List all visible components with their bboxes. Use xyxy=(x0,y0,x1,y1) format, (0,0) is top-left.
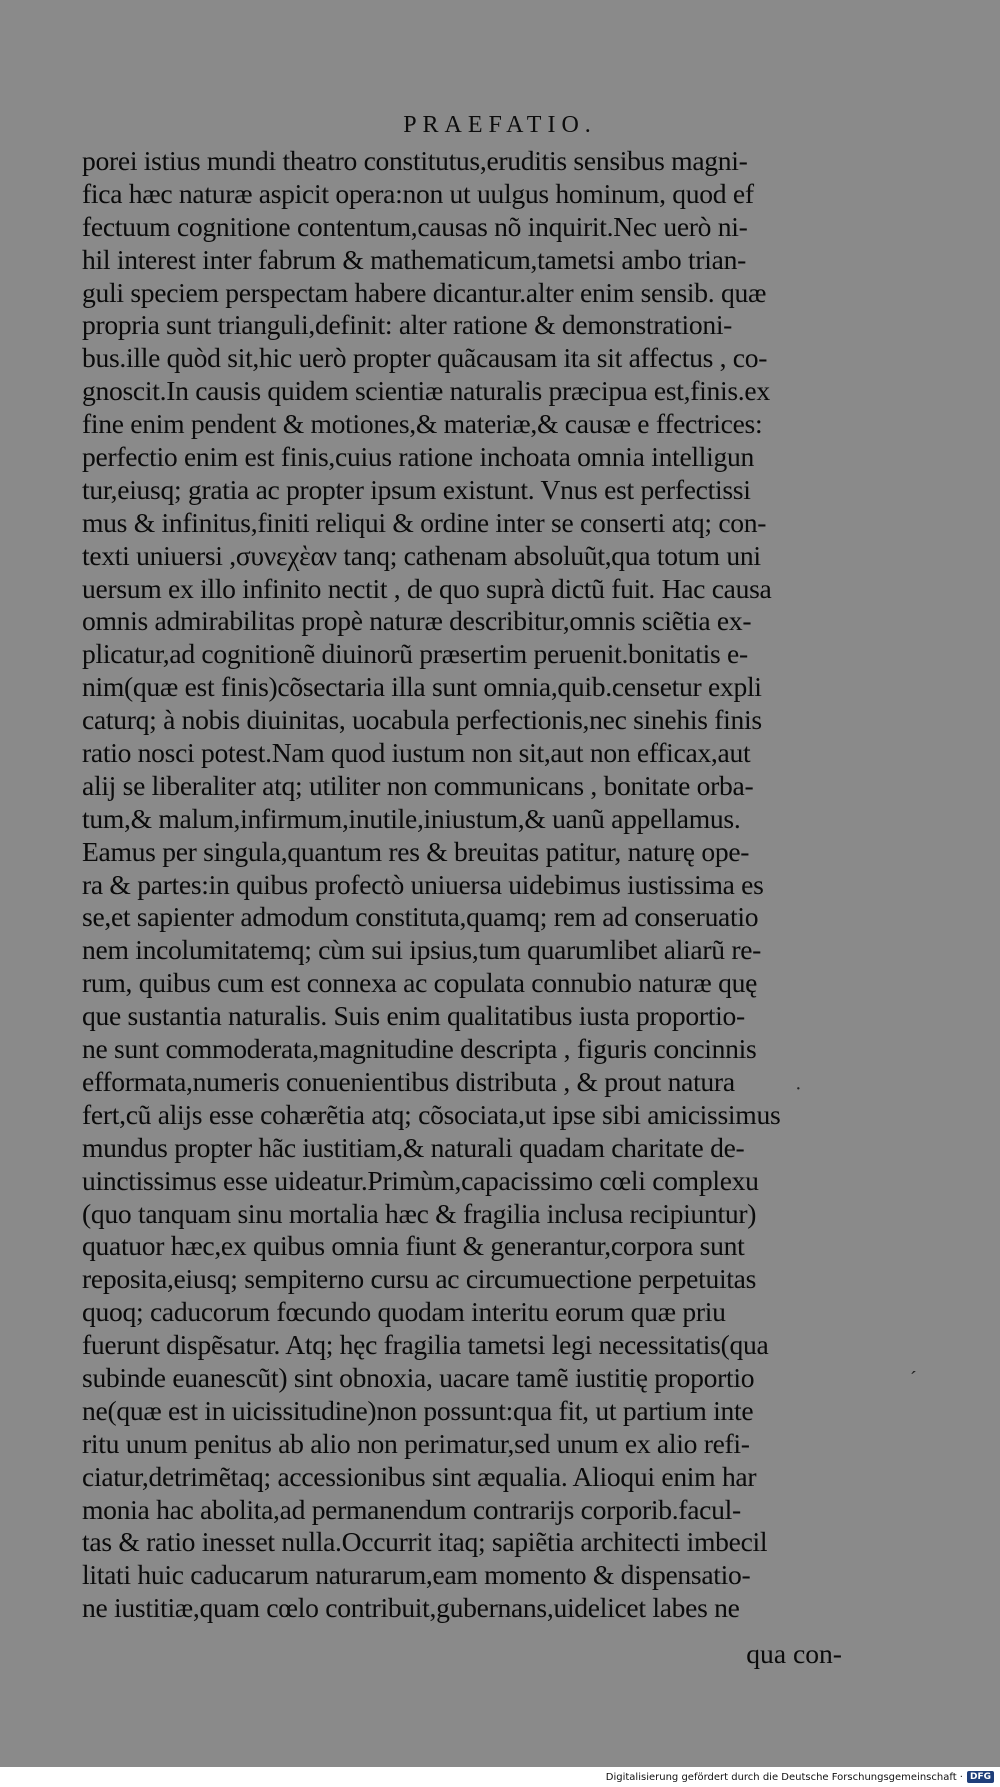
text-line: Eamus per singula,quantum res & breuitas patitur, naturę ope- xyxy=(82,835,750,867)
margin-stroke: ˊ xyxy=(910,1368,917,1390)
text-line: hil interest inter fabrum & mathematicum,tametsi ambo trian- xyxy=(82,243,746,275)
text-line: propria sunt trianguli,definit: alter ratione & demonstrationi- xyxy=(82,309,733,341)
text-line: omnis admirabilitas propè naturæ describitur,omnis sciẽtia ex- xyxy=(82,605,752,637)
text-line: ra & partes:in quibus profectò uniuersa uidebimus iustissima es xyxy=(82,868,764,900)
text-line: quoq; caducorum fœcundo quodam interitu eorum quæ priu xyxy=(82,1296,726,1328)
text-line: litati huic caducarum naturarum,eam momento & dispensatio- xyxy=(82,1559,751,1591)
text-line: reposita,eiusq; sempiterno cursu ac circumuectione perpetuitas xyxy=(82,1263,757,1295)
text-line: plicatur,ad cognitionẽ diuinorũ præsertim peruenit.bonitatis e- xyxy=(82,638,748,670)
dfg-logo: DFG xyxy=(967,1771,994,1783)
text-line: ne sunt commoderata,magnitudine descripta , figuris concinnis xyxy=(82,1033,757,1065)
text-line: ne iustitiæ,quam cœlo contribuit,gubernans,uidelicet labes ne xyxy=(82,1592,740,1624)
text-line: texti uniuersi ,συνεχὲαν tanq; cathenam absoluũt,qua totum uni xyxy=(82,539,761,571)
text-line: ne(quæ est in uicissitudine)non possunt:qua fit, ut partium inte xyxy=(82,1394,754,1426)
text-line: monia hac abolita,ad permanendum contrarijs corporib.facul- xyxy=(82,1493,741,1525)
text-line: mus & infinitus,finiti reliqui & ordine inter se conserti atq; con- xyxy=(82,506,767,538)
running-head: PRAEFATIO. xyxy=(403,112,597,138)
main-text xyxy=(82,145,842,1625)
text-line: tas & ratio inesset nulla.Occurrit itaq; sapiẽtia architecti imbecil xyxy=(82,1526,768,1558)
text-line: porei istius mundi theatro constitutus,eruditis sensibus magni- xyxy=(82,145,748,176)
text-line: nem incolumitatemq; cùm sui ipsius,tum quarumlibet aliarũ re- xyxy=(82,934,762,966)
text-line: alij se liberaliter atq; utiliter non communicans , bonitate orba- xyxy=(82,769,754,801)
digitization-footer xyxy=(0,1767,1000,1787)
text-line: fert,cũ alijs esse cohærẽtia atq; cõsociata,ut ipse sibi amicissimus xyxy=(82,1098,781,1130)
text-line: tum,& malum,infirmum,inutile,iniustum,& uanũ appellamus. xyxy=(82,802,741,834)
text-line: ratio nosci potest.Nam quod iustum non sit,aut non efficax,aut xyxy=(82,737,751,769)
text-line: gnoscit.In causis quidem scientiæ naturalis præcipua est,finis.ex xyxy=(82,375,770,407)
text-line: ritu unum penitus ab alio non perimatur,sed unum ex alio refi- xyxy=(82,1427,750,1459)
catchword: qua con- xyxy=(746,1638,842,1669)
text-line: tur,eiusq; gratia ac propter ipsum existunt. Vnus est perfectissi xyxy=(82,473,751,505)
footer-credit: Digitalisierung gefördert durch die Deutsche Forschungsgemeinschaft · xyxy=(605,1771,963,1783)
text-line: quatuor hæc,ex quibus omnia fiunt & generantur,corpora sunt xyxy=(82,1230,745,1262)
text-line: rum, quibus cum est connexa ac copulata connubio naturæ quę xyxy=(82,967,758,999)
text-line: fica hæc naturæ aspicit opera:non ut uulgus hominum, quod ef xyxy=(82,177,754,209)
text-line: caturq; à nobis diuinitas, uocabula perfectionis,nec sinehis finis xyxy=(82,704,762,736)
text-line: uinctissimus esse uideatur.Primùm,capacissimo cœli complexu xyxy=(82,1164,759,1196)
text-line: nim(quæ est finis)cõsectaria illa sunt omnia,quib.censetur expli xyxy=(82,671,762,703)
text-line: uersum ex illo infinito nectit , de quo suprà dictũ fuit. Hac causa xyxy=(82,572,772,604)
text-line: (quo tanquam sinu mortalia hæc & fragilia inclusa recipiuntur) xyxy=(82,1197,757,1229)
text-line: guli speciem perspectam habere dicantur.alter enim sensib. quæ xyxy=(82,276,767,308)
text-line: fine enim pendent & motiones,& materiæ,& causæ e ffectrices: xyxy=(82,408,763,440)
text-line: perfectio enim est finis,cuius ratione inchoata omnia intelligun xyxy=(82,441,754,473)
text-line: que sustantia naturalis. Suis enim qualitatibus iusta proportio- xyxy=(82,1000,745,1032)
text-line: fectuum cognitione contentum,causas nõ inquirit.Nec uerò ni- xyxy=(82,210,748,242)
text-line: efformata,numeris conuenientibus distributa , & prout natura xyxy=(82,1065,735,1097)
text-line: bus.ille quòd sit,hic uerò propter quãcausam ita sit affectus , co- xyxy=(82,342,768,374)
text-line: fuerunt dispẽsatur. Atq; hęc fragilia tametsi legi necessitatis(qua xyxy=(82,1329,769,1361)
text-line: mundus propter hãc iustitiam,& naturali quadam charitate de- xyxy=(82,1131,745,1163)
text-line: ciatur,detrimẽtaq; accessionibus sint æqualia. Alioqui enim har xyxy=(82,1460,757,1492)
text-line: subinde euanescũt) sint obnoxia, uacare tamẽ iustitię proportio xyxy=(82,1361,755,1393)
margin-dot: · xyxy=(795,1078,802,1100)
text-line: se,et sapienter admodum constituta,quamq; rem ad conseruatio xyxy=(82,901,759,933)
